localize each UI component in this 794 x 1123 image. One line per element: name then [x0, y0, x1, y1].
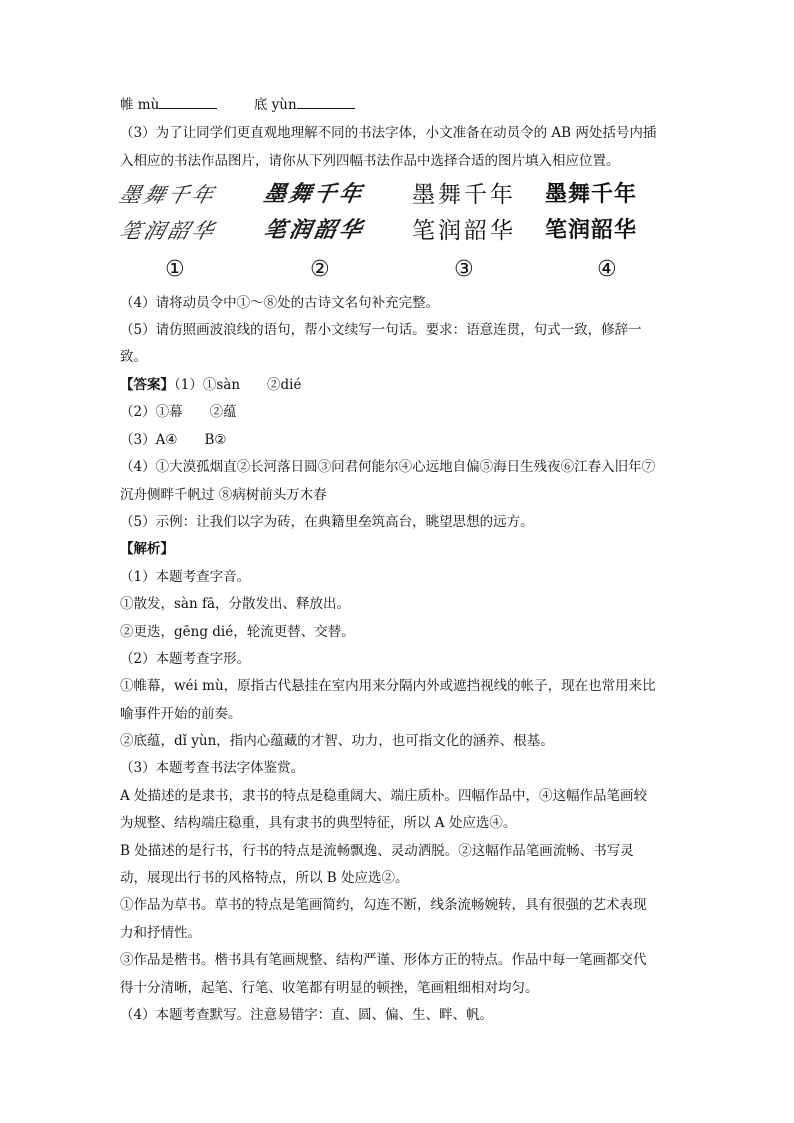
- answer-heading: 【答案】: [120, 377, 174, 393]
- analysis-line-13: ①作品为草书。草书的特点是笔画简约，勾连不断，线条流畅婉转，具有很强的艺术表现: [120, 897, 647, 913]
- analysis-line-9: A 处描述的是隶书，隶书的特点是稳重阔大、端庄质朴。四幅作品中，④这幅作品笔画较: [120, 788, 648, 804]
- analysis-line-16: 得十分清晰，起笔、行笔、收笔都有明显的顿挫，笔画粗细相对均匀。: [120, 980, 539, 996]
- calligraphy-1-row2: 笔润韶华: [117, 219, 219, 243]
- calligraphy-4-row2: 笔润韶华: [545, 218, 638, 243]
- answer-blank-1[interactable]: [159, 96, 217, 109]
- calligraphy-1-label: ①: [165, 257, 185, 282]
- question-5-line-2: 致。: [120, 349, 147, 365]
- answer-section-line-1: [120, 376, 301, 394]
- question-4: （4）请将动员令中①～⑧处的古诗文名句补充完整。: [120, 295, 440, 311]
- analysis-line-12: 动，展现出行书的风格特点，所以 B 处应选②。: [120, 870, 409, 886]
- calligraphy-1-row1: 墨舞千年: [117, 183, 219, 207]
- calligraphy-2-row1: 墨舞千年: [261, 182, 367, 207]
- answer-4-line-1: （4）①大漠孤烟直②长河落日圆③问君何能尔④心远地自偏⑤海日生残夜⑥江春入旧年⑦: [120, 459, 656, 475]
- analysis-line-7: ②底蕴，dǐ yùn，指内心蕴藏的才智、功力，也可指文化的涵养、根基。: [120, 733, 554, 749]
- calligraphy-3-row2: 笔润韶华: [412, 218, 516, 243]
- analysis-line-6: 喻事件开始的前奏。: [120, 706, 242, 722]
- question-5-line-1: （5）请仿照画波浪线的语句，帮小文续写一句话。要求：语意连贯，句式一致，修辞一: [120, 322, 642, 338]
- pinyin-fill-line: [120, 96, 355, 114]
- calligraphy-3-label: ③: [454, 257, 474, 282]
- analysis-line-10: 为规整、结构端庄稳重，具有隶书的典型特征，所以 A 处应选④。: [120, 815, 517, 831]
- calligraphy-3-row1: 墨舞千年: [412, 182, 516, 207]
- answer-1: （1）①sàn ②dié: [174, 377, 302, 393]
- analysis-line-2: ①散发，sàn fā，分散发出、释放出。: [120, 596, 351, 612]
- analysis-heading: 【解析】: [120, 541, 174, 557]
- question-3-line-2: 入相应的书法作品图片，请你从下列四幅书法作品中选择合适的图片填入相应位置。: [120, 153, 620, 169]
- calligraphy-4-row1: 墨舞千年: [545, 182, 638, 207]
- question-3-line-1: （3）为了让同学们更直观地理解不同的书法字体，小文准备在动员令的 AB 两处括号内插: [120, 125, 657, 141]
- pinyin-prompt-1: 帷 mù: [120, 97, 160, 113]
- answer-blank-2[interactable]: [297, 96, 355, 109]
- analysis-line-3: ②更迭，gēng dié，轮流更替、交替。: [120, 624, 355, 640]
- analysis-line-5: ①帷幕，wéi mù，原指古代悬挂在室内用来分隔内外或遮挡视线的帐子，现在也常用来比: [120, 678, 656, 694]
- answer-3: （3）A④ B②: [120, 432, 227, 448]
- answer-2: （2）①幕 ②蕴: [120, 404, 237, 420]
- analysis-line-11: B 处描述的是行书，行书的特点是流畅飘逸、灵动洒脱。②这幅作品笔画流畅、书写灵: [120, 843, 634, 859]
- calligraphy-2-label: ②: [310, 257, 330, 282]
- calligraphy-2-row2: 笔润韶华: [261, 218, 367, 243]
- analysis-line-14: 力和抒情性。: [120, 925, 201, 941]
- analysis-line-4: （2）本题考查字形。: [120, 651, 251, 667]
- analysis-line-15: ③作品是楷书。楷书具有笔画规整、结构严谨、形体方正的特点。作品中每一笔画都交代: [120, 952, 647, 968]
- analysis-line-1: （1）本题考查字音。: [120, 569, 251, 585]
- pinyin-prompt-2: 底 yùn: [253, 97, 297, 113]
- analysis-line-8: （3）本题考查书法字体鉴赏。: [120, 760, 305, 776]
- answer-5: （5）示例：让我们以字为砖，在典籍里垒筑高台，眺望思想的远方。: [120, 514, 534, 530]
- calligraphy-4-label: ④: [597, 257, 617, 282]
- answer-4-line-2: 沉舟侧畔千帆过 ⑧病树前头万木春: [120, 487, 327, 503]
- analysis-line-17: （4）本题考查默写。注意易错字：直、圆、偏、生、畔、帆。: [120, 1007, 494, 1023]
